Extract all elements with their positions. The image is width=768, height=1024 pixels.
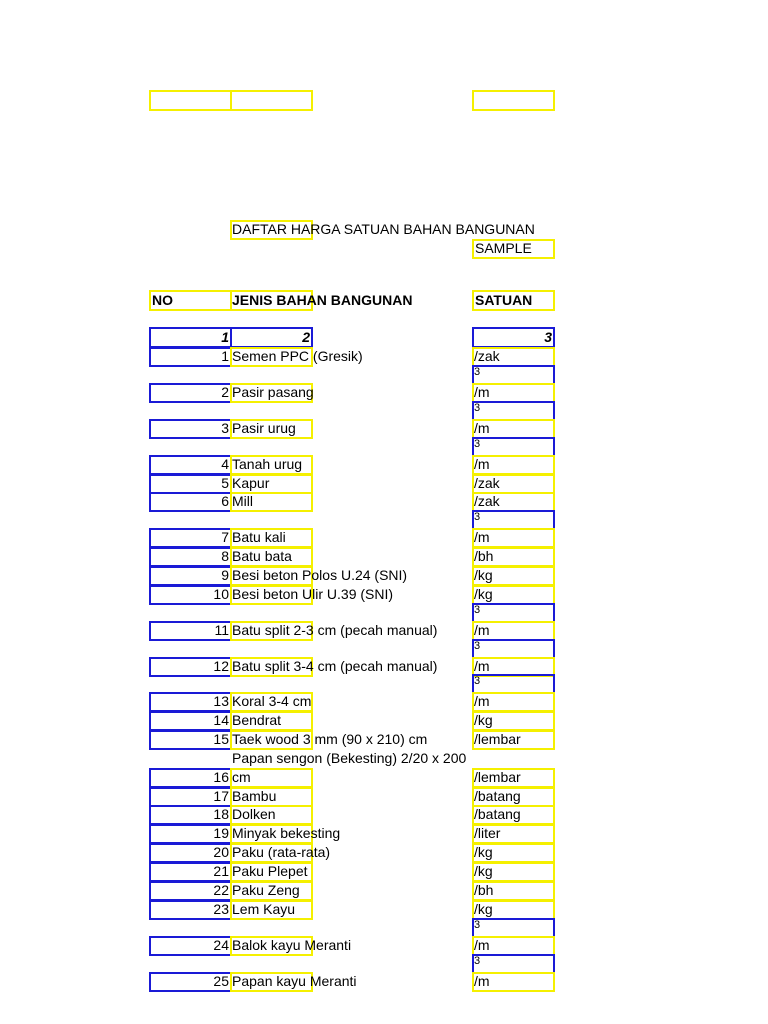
row-jenis: Tanah urug: [232, 456, 303, 472]
row-jenis: Taek wood 3 mm (90 x 210) cm: [232, 731, 428, 747]
row-no: 13: [213, 693, 229, 709]
superscript-cell: [472, 918, 555, 936]
superscript-cell: [472, 639, 555, 657]
row-satuan: /m: [474, 937, 490, 953]
row-jenis: Kapur: [232, 475, 270, 491]
row-no: 8: [221, 548, 229, 564]
row-satuan: /batang: [474, 806, 521, 822]
row-jenis: Dolken: [232, 806, 276, 822]
row-no: 5: [221, 475, 229, 491]
row-no: 17: [213, 788, 229, 804]
superscript-cell: [472, 401, 555, 419]
unit-superscript: 3: [474, 604, 481, 616]
superscript-cell: [472, 603, 555, 621]
row-no: 9: [221, 567, 229, 583]
row-no: 16: [213, 769, 229, 785]
colnum-3: 3: [544, 329, 552, 345]
row-jenis: Pasir pasang: [232, 384, 314, 400]
row-satuan: /zak: [474, 475, 500, 491]
row-jenis: Minyak bekesting: [232, 825, 341, 841]
row-no: 18: [213, 806, 229, 822]
row-jenis: cm: [232, 769, 251, 785]
row-jenis: Pasir urug: [232, 420, 296, 436]
row-satuan: /m: [474, 529, 490, 545]
row-jenis: Balok kayu Meranti: [232, 937, 352, 953]
unit-superscript: 3: [474, 366, 481, 378]
row-no: 24: [213, 937, 229, 953]
row-satuan: /kg: [474, 863, 493, 879]
row-satuan: /m: [474, 693, 490, 709]
row-satuan: /kg: [474, 586, 493, 602]
row-no: 7: [221, 529, 229, 545]
row-no: 12: [213, 658, 229, 674]
row-satuan: /liter: [474, 825, 501, 841]
row-jenis: Koral 3-4 cm: [232, 693, 312, 709]
row-no: 2: [221, 384, 229, 400]
row-jenis: Bambu: [232, 788, 277, 804]
row-no: 23: [213, 901, 229, 917]
row-jenis: Paku (rata-rata): [232, 844, 331, 860]
row-no: 19: [213, 825, 229, 841]
header-no: NO: [152, 292, 173, 308]
row-satuan: /lembar: [474, 731, 521, 747]
superscript-cell: [472, 510, 555, 528]
header-satuan: SATUAN: [475, 292, 533, 308]
header-jenis: JENIS BAHAN BANGUNAN: [232, 292, 413, 308]
row-no: 14: [213, 712, 229, 728]
colnum-1: 1: [221, 329, 229, 345]
row-satuan: /kg: [474, 901, 493, 917]
row-satuan: /kg: [474, 712, 493, 728]
unit-superscript: 3: [474, 438, 481, 450]
row-satuan: /m: [474, 658, 490, 674]
row-satuan: /kg: [474, 567, 493, 583]
superscript-cell: [472, 674, 555, 692]
row-jenis: Paku Plepet: [232, 863, 308, 879]
row-no: 3: [221, 420, 229, 436]
row-no: 10: [213, 586, 229, 602]
top-cell-b: [230, 90, 313, 111]
row-jenis: Batu split 3-4 cm (pecah manual): [232, 658, 438, 674]
row-jenis: Batu split 2-3 cm (pecah manual): [232, 622, 438, 638]
unit-superscript: 3: [474, 955, 481, 967]
row-satuan: /bh: [474, 882, 494, 898]
unit-superscript: 3: [474, 511, 481, 523]
unit-superscript: 3: [474, 675, 481, 687]
row-no: 20: [213, 844, 229, 860]
row-jenis: Semen PPC (Gresik): [232, 348, 363, 364]
row-jenis-prefix: Papan sengon (Bekesting) 2/20 x 200: [232, 750, 467, 766]
row-satuan: /lembar: [474, 769, 521, 785]
row-jenis: Papan kayu Meranti: [232, 973, 357, 989]
row-no: 1: [221, 348, 229, 364]
row-jenis: Batu kali: [232, 529, 286, 545]
colnum-2: 2: [302, 329, 310, 345]
row-satuan: /m: [474, 622, 490, 638]
row-satuan: /batang: [474, 788, 521, 804]
row-no: 11: [214, 622, 229, 638]
row-satuan: /m: [474, 456, 490, 472]
row-satuan: /zak: [474, 348, 500, 364]
row-no: 6: [221, 493, 229, 509]
superscript-cell: [472, 437, 555, 455]
top-cell-a: [149, 90, 232, 111]
row-jenis: Lem Kayu: [232, 901, 296, 917]
row-jenis: Bendrat: [232, 712, 282, 728]
row-jenis: Paku Zeng: [232, 882, 300, 898]
row-satuan: /kg: [474, 844, 493, 860]
row-no: 4: [221, 456, 229, 472]
row-jenis: Besi beton Ulir U.39 (SNI): [232, 586, 394, 602]
document-subtitle: SAMPLE: [475, 240, 532, 256]
unit-superscript: 3: [474, 640, 481, 652]
row-satuan: /zak: [474, 493, 500, 509]
unit-superscript: 3: [474, 402, 481, 414]
superscript-cell: [472, 954, 555, 972]
row-no: 15: [213, 731, 229, 747]
row-no: 21: [213, 863, 229, 879]
top-cell-c: [472, 90, 555, 111]
row-no: 25: [213, 973, 229, 989]
row-jenis: Mill: [232, 493, 253, 509]
row-satuan: /m: [474, 973, 490, 989]
document-title: DAFTAR HARGA SATUAN BAHAN BANGUNAN: [232, 221, 535, 237]
row-satuan: /bh: [474, 548, 494, 564]
row-jenis: Besi beton Polos U.24 (SNI): [232, 567, 408, 583]
row-satuan: /m: [474, 420, 490, 436]
unit-superscript: 3: [474, 919, 481, 931]
row-satuan: /m: [474, 384, 490, 400]
row-no: 22: [213, 882, 229, 898]
superscript-cell: [472, 365, 555, 383]
row-jenis: Batu bata: [232, 548, 292, 564]
